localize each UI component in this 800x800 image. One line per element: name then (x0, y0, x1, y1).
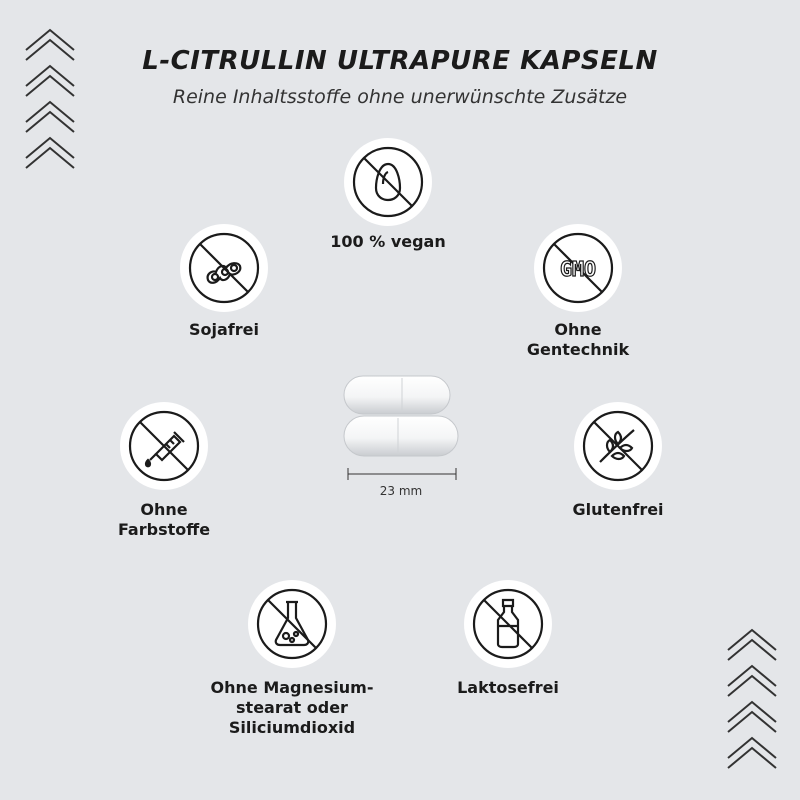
magnesium-free-label (202, 678, 382, 738)
lactose-free-label: Laktosefrei (457, 678, 559, 697)
no-gmo-icon (536, 226, 620, 310)
vegan-label: 100 % vegan (330, 232, 446, 251)
dye-free-badge (122, 404, 206, 488)
gluten-free-label: Glutenfrei (572, 500, 664, 519)
gmo-free-badge (536, 226, 620, 310)
page-title: L-CITRULLIN ULTRAPURE KAPSELN (142, 46, 658, 76)
chevron-stack-bottom-right (722, 624, 782, 774)
dye-free-label-line1: Ohne (140, 500, 188, 519)
capsule-dimension-label: 23 mm (379, 484, 423, 498)
dye-free-label-line2: Farbstoffe (117, 520, 211, 539)
page-subtitle: Reine Inhaltsstoffe ohne unerwünschte Zusätze (172, 86, 628, 108)
no-egg-icon (346, 140, 430, 224)
soy-free-badge (182, 226, 266, 310)
magnesium-free-label-line1: Ohne Magnesium- (210, 678, 374, 697)
lactose-free-badge (466, 582, 550, 666)
gmo-icon-text: GMO (559, 257, 597, 281)
gmo-free-label (508, 320, 648, 360)
vegan-badge (346, 140, 430, 224)
no-chemical-flask-icon (250, 582, 334, 666)
no-gluten-icon (576, 404, 660, 488)
capsule-illustration (336, 372, 466, 502)
gluten-free-badge (576, 404, 660, 488)
gmo-free-label-line1: Ohne (554, 320, 602, 339)
no-dye-icon (122, 404, 206, 488)
magnesium-free-badge (250, 582, 334, 666)
soy-free-label: Sojafrei (189, 320, 259, 339)
magnesium-free-label-line2: stearat oder (236, 698, 348, 717)
dye-free-label (94, 500, 234, 540)
no-soy-icon (182, 226, 266, 310)
no-milk-bottle-icon (466, 582, 550, 666)
magnesium-free-label-line3: Siliciumdioxid (228, 718, 356, 737)
gmo-free-label-line2: Gentechnik (526, 340, 630, 359)
